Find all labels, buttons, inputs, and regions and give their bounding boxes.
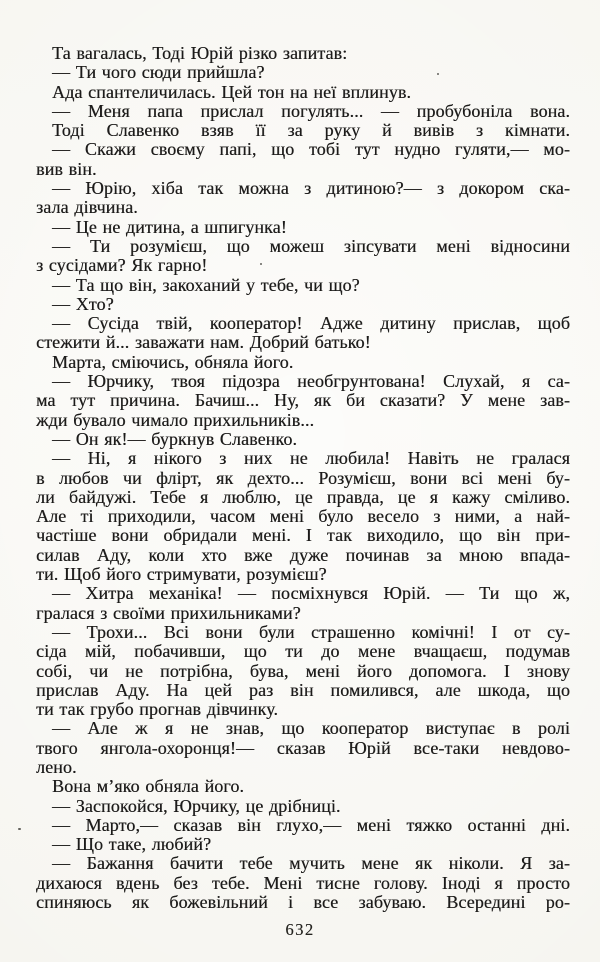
text-line: спиняюсь як божевільний і все забуваю. Всередині ро- [36, 892, 570, 913]
scan-artifact-dot [18, 828, 21, 830]
text-line: — Заспокойся, Юрчику, це дрібниці. [52, 795, 341, 816]
text-line: стежити й... заважати нам. Добрий батько! [36, 332, 371, 353]
text-line: — Скажи своєму папі, що тобі тут нудно гуляти,— мо- [52, 139, 570, 160]
text-line: ти. Щоб його стримувати, розумієш? [36, 564, 327, 585]
text-line: Вона м’яко обняла його. [52, 776, 245, 797]
text-line: зала дівчина. [36, 197, 138, 218]
text-line: Ада спантеличилась. Цей тон на неї вплинув. [52, 81, 412, 102]
text-line: сіда мій, побачивши, що ти до мене вчащаєш, подумав [36, 641, 570, 662]
text-line: — Та що він, закоханий у тебе, чи що? [52, 274, 360, 295]
text-line: собі, чи не потрібна, бува, мені його допомога. І знову [36, 660, 570, 681]
text-line: ли байдужі. Тебе я люблю, це правда, це я кажу сміливо. [36, 486, 570, 507]
text-line: ма тут причина. Бачиш... Ну, як би сказати? У мене зав- [36, 390, 570, 411]
text-line: ти так грубо прогнав дівчинку. [36, 699, 279, 720]
text-line: — Що таке, любий? [52, 834, 212, 855]
text-line: — Ні, я нікого з них не любила! Навіть не гралася [52, 448, 570, 469]
text-line: твого янгола-охоронця!— сказав Юрій все-таки невдово- [36, 737, 570, 758]
text-line: — Сусіда твій, кооператор! Адже дитину прислав, щоб [52, 313, 570, 334]
scan-artifact-dot [437, 73, 439, 75]
text-line: — Меня папа прислал погулять... — пробубоніла вона. [52, 100, 570, 121]
text-line: частіше вони обридали мені. І так виходило, що він при- [36, 525, 570, 546]
text-line: — Це не дитина, а шпигунка! [52, 216, 287, 237]
text-line: — Ти чого сюди прийшла? [52, 62, 265, 83]
text-line: — Юрчику, твоя підозра необгрунтована! Слухай, я са- [52, 371, 570, 392]
text-line: гралася з своїми прихильниками? [36, 602, 301, 623]
text-line: — Трохи... Всі вони були страшенно комічні! І от су- [52, 621, 570, 642]
text-line: — Он як!— буркнув Славенко. [52, 428, 298, 449]
text-line: лено. [36, 756, 77, 777]
text-line: жди бувало чимало прихильників... [36, 409, 315, 430]
text-line: — Юрію, хіба так можна з дитиною?— з докором ска- [52, 178, 570, 199]
scan-artifact-dot [260, 263, 262, 265]
text-line: в любов чи флірт, як дехто... Розумієш, вони всі мені бу- [36, 467, 570, 488]
text-line: — Бажання бачити тебе мучить мене як ніколи. Я за- [52, 853, 570, 874]
text-line: силав Аду, коли хто вже дуже починав за мною впада- [36, 544, 570, 565]
text-line: Марта, сміючись, обняла його. [52, 351, 294, 372]
text-line: вив він. [36, 158, 97, 179]
page-number: 632 [285, 920, 315, 939]
text-line: Але ті приходили, часом мені було весело з ними, а най- [36, 506, 570, 527]
text-line: прислав Аду. На цей раз він помилився, але шкода, що [36, 679, 570, 700]
text-line: з сусідами? Як гарно! [36, 255, 208, 276]
text-line: — Хитра механіка! — посміхнувся Юрій. — Ти що ж, [52, 583, 570, 604]
text-line: — Марто,— сказав він глухо,— мені тяжко останні дні. [52, 814, 570, 835]
text-line: Та вагалась, Тоді Юрій різко запитав: [52, 43, 348, 63]
text-line: дихаюся вдень без тебе. Мені тисне голову. Іноді я просто [36, 872, 570, 893]
text-line: — Але ж я не знав, що кооператор виступає в ролі [52, 718, 570, 739]
text-line: — Хто? [52, 293, 114, 314]
text-line: Тоді Славенко взяв її за руку й вивів з кімнати. [52, 120, 570, 141]
text-line: — Ти розумієш, що можеш зіпсувати мені відносини [52, 235, 570, 256]
page-text [36, 44, 570, 912]
